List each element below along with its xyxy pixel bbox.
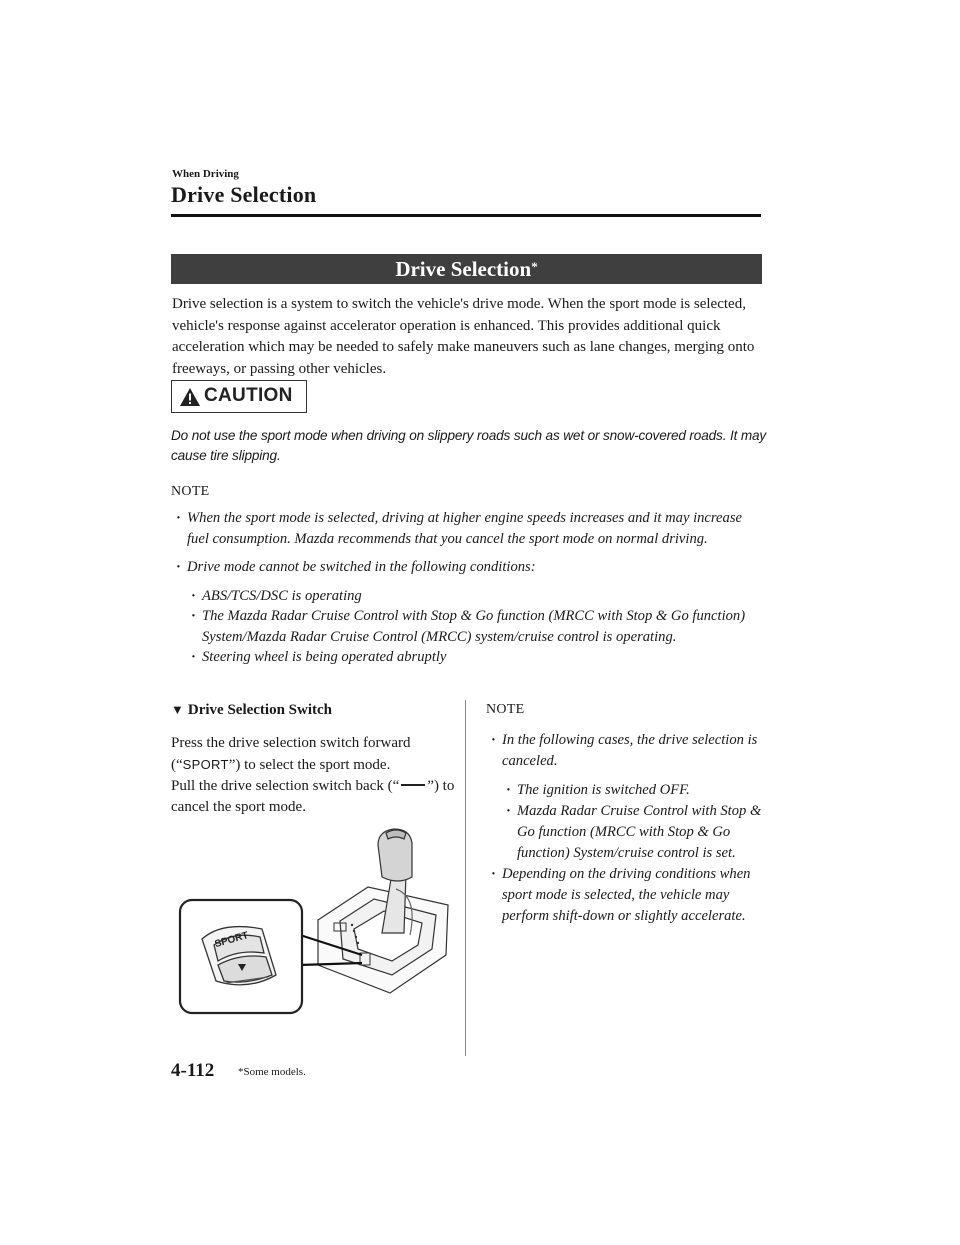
caution-label: CAUTION: [204, 385, 293, 406]
list-item: · ABS/TCS/DSC is operating: [186, 586, 763, 607]
note-label-2: NOTE: [486, 702, 525, 717]
subsection-heading: [171, 702, 332, 719]
list-item: · Depending on the driving conditions when sport mode is selected, the vehicle may perform shift-down or slightly accelerate.: [486, 864, 768, 927]
list-item: · Mazda Radar Cruise Control with Stop & Go function (MRCC with Stop & Go function) System/cruise control is set.: [501, 801, 768, 864]
footnote: *Some models.: [238, 1066, 306, 1078]
drive-selection-switch-illustration: [178, 825, 450, 1017]
subsection-heading-text: Drive Selection Switch: [187, 702, 333, 718]
page-title: Drive Selection: [171, 182, 317, 207]
title-rule: [171, 214, 761, 217]
column-divider: [465, 700, 466, 1056]
sport-symbol: SPORT: [182, 757, 229, 772]
note-list: [171, 508, 763, 668]
list-item: · Steering wheel is being operated abruptly: [186, 647, 763, 668]
list-item: · Drive mode cannot be switched in the following conditions:: [171, 557, 763, 578]
switch-paragraph-2: [171, 776, 456, 818]
caution-text: Do not use the sport mode when driving on slippery roads such as wet or snow-covered roads. It may cause tire slipping.: [171, 428, 767, 463]
note-label: NOTE: [171, 484, 210, 499]
text-run: ”) to select the sport mode.: [228, 757, 391, 773]
triangle-down-icon: ▼: [171, 702, 184, 717]
warning-icon: [179, 387, 201, 407]
shifter-console: [318, 887, 448, 993]
banner-title: Drive Selection: [395, 257, 532, 281]
caution-box: [171, 380, 307, 413]
cancel-symbol: [401, 784, 425, 786]
list-item: · In the following cases, the drive selection is canceled.: [486, 730, 768, 772]
banner-mark: *: [531, 259, 538, 274]
page-number: 4-112: [171, 1060, 215, 1081]
text-run: Press the drive selection switch forward (“: [171, 735, 411, 773]
section-label: When Driving: [172, 168, 239, 180]
section-banner: [171, 254, 762, 284]
switch-description: [171, 733, 456, 818]
list-item: · The ignition is switched OFF.: [501, 780, 768, 801]
list-item: · When the sport mode is selected, driving at higher engine speeds increases and it may increase fuel consumption. Mazda recommends that you cancel the sport mode on normal driving.: [171, 508, 763, 549]
text-run: ”) to cancel the sport mode.: [171, 778, 455, 815]
note-list-2: [486, 730, 768, 927]
switch-closeup-label: SPORT: [213, 930, 250, 951]
switch-paragraph-1: [171, 733, 456, 776]
text-run: Pull the drive selection switch back (“: [171, 778, 400, 794]
list-item: · The Mazda Radar Cruise Control with Stop & Go function (MRCC with Stop & Go function) System/Mazda Radar Cruise Control (MRCC) system/cruise control is operating.: [186, 606, 763, 647]
intro-paragraph: Drive selection is a system to switch the vehicle's drive mode. When the sport mode is selected, vehicle's response against accelerator operation is enhanced. This provides additional quick acceleration which may be needed to safely make maneuvers such as lane changes, merging onto freeways, or passing other vehicles.: [172, 296, 755, 377]
